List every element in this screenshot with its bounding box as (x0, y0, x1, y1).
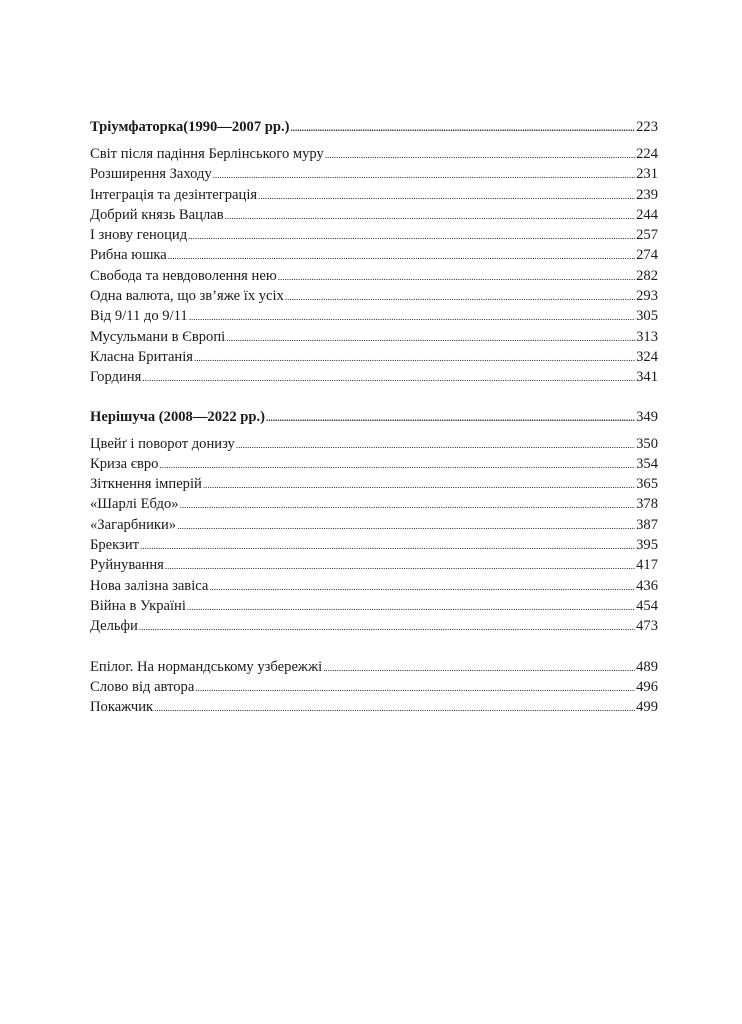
entry-page-number: 257 (636, 227, 658, 244)
entry-title: Рибна юшка (90, 247, 167, 264)
dot-leader (278, 266, 635, 287)
part-heading[interactable] (90, 116, 658, 138)
entry-title: «Загарбники» (90, 516, 177, 533)
entry-page-number: 274 (636, 247, 658, 264)
toc-entry[interactable] (90, 657, 658, 677)
toc-entry[interactable] (90, 245, 658, 265)
dot-leader (203, 474, 635, 495)
entry-page-number: 365 (636, 476, 658, 493)
entry-title: Гординя (90, 369, 142, 386)
entry-title: Свобода та невдоволення нею (90, 267, 277, 284)
entry-page-number: 244 (636, 206, 658, 223)
entry-title: Класна Британія (90, 348, 194, 365)
dot-leader (325, 144, 635, 165)
entry-title: Війна в Україні (90, 597, 186, 614)
dot-leader (195, 677, 635, 698)
entry-page-number: 378 (636, 496, 658, 513)
dot-leader (194, 347, 635, 368)
dot-leader (139, 616, 635, 637)
dot-leader (159, 454, 635, 475)
entry-title: Цвейґ і поворот донизу (90, 435, 235, 452)
toc-entry[interactable] (90, 266, 658, 286)
toc-entry[interactable] (90, 454, 658, 474)
dot-leader (180, 494, 636, 515)
part-page-number: 349 (636, 408, 658, 425)
toc-entry[interactable] (90, 474, 658, 494)
entry-page-number: 313 (636, 328, 658, 345)
entry-title: Руйнування (90, 557, 164, 574)
dot-leader (213, 164, 635, 185)
dot-leader (209, 576, 635, 597)
toc-entry[interactable] (90, 225, 658, 245)
dot-leader (323, 657, 635, 678)
toc-entry[interactable] (90, 535, 658, 555)
entry-page-number: 499 (636, 699, 658, 716)
entry-title: Слово від автора (90, 678, 195, 695)
toc-entry[interactable] (90, 697, 658, 717)
entry-title: Брекзит (90, 537, 140, 554)
entry-page-number: 231 (636, 166, 658, 183)
dot-leader (188, 225, 635, 246)
toc-entry[interactable] (90, 494, 658, 514)
entry-title: Дельфи (90, 618, 138, 635)
dot-leader (140, 535, 635, 556)
toc-entry[interactable] (90, 327, 658, 347)
entry-page-number: 341 (636, 369, 658, 386)
toc-entry[interactable] (90, 515, 658, 535)
entry-title: І знову геноцид (90, 227, 188, 244)
entry-title: Розширення Заходу (90, 166, 212, 183)
toc-entry[interactable] (90, 306, 658, 326)
entry-page-number: 354 (636, 455, 658, 472)
dot-leader (165, 555, 635, 576)
entry-page-number: 496 (636, 678, 658, 695)
table-of-contents (90, 116, 658, 717)
toc-entry[interactable] (90, 555, 658, 575)
entry-title: Зіткнення імперій (90, 476, 202, 493)
part-title: Нерішуча (2008—2022 рр.) (90, 408, 266, 425)
dot-leader (266, 406, 635, 429)
dot-leader (177, 515, 635, 536)
entry-page-number: 489 (636, 658, 658, 675)
entry-title: Світ після падіння Берлінського муру (90, 146, 324, 162)
entry-page-number: 282 (636, 267, 658, 284)
entry-page-number: 324 (636, 348, 658, 365)
toc-entry[interactable] (90, 596, 658, 616)
toc-entry[interactable] (90, 205, 658, 225)
entry-title: «Шарлі Ебдо» (90, 496, 179, 513)
toc-entry[interactable] (90, 164, 658, 184)
dot-leader (189, 306, 635, 327)
entry-page-number: 417 (636, 557, 658, 574)
dot-leader (285, 286, 635, 307)
entry-title: Мусульмани в Європі (90, 328, 226, 345)
toc-entry[interactable] (90, 616, 658, 636)
part-page-number: 223 (636, 119, 658, 135)
toc-entry[interactable] (90, 286, 658, 306)
entry-page-number: 454 (636, 597, 658, 614)
part-heading[interactable] (90, 406, 658, 428)
dot-leader (291, 116, 636, 139)
dot-leader (187, 596, 635, 617)
chapter-list (90, 144, 658, 388)
dot-leader (226, 327, 635, 348)
toc-entry[interactable] (90, 144, 658, 164)
entry-title: Нова залізна завіса (90, 577, 209, 594)
chapter-list (90, 434, 658, 637)
entry-page-number: 305 (636, 308, 658, 325)
entry-title: Криза євро (90, 455, 159, 472)
toc-entry[interactable] (90, 576, 658, 596)
toc-entry[interactable] (90, 367, 658, 387)
dot-leader (258, 185, 635, 206)
back-matter-list (90, 657, 658, 718)
entry-title: Інтеграція та дезінтеграція (90, 186, 258, 203)
entry-page-number: 224 (636, 146, 658, 162)
entry-title: Одна валюта, що зв’яже їх усіх (90, 288, 284, 305)
entry-page-number: 350 (636, 435, 658, 452)
entry-page-number: 293 (636, 288, 658, 305)
entry-page-number: 239 (636, 186, 658, 203)
dot-leader (168, 245, 635, 266)
dot-leader (225, 205, 636, 226)
dot-leader (154, 697, 635, 718)
dot-leader (142, 367, 635, 388)
toc-entry[interactable] (90, 677, 658, 697)
entry-title: Епілог. На нормандському узбережжі (90, 658, 323, 675)
entry-page-number: 473 (636, 618, 658, 635)
toc-entry[interactable] (90, 347, 658, 367)
entry-title: Добрий князь Вацлав (90, 206, 224, 223)
toc-entry[interactable] (90, 434, 658, 454)
entry-title: Від 9/11 до 9/11 (90, 308, 188, 325)
entry-title: Покажчик (90, 699, 154, 716)
entry-page-number: 395 (636, 537, 658, 554)
part-title: Тріумфаторка(1990—2007 рр.) (90, 119, 290, 135)
entry-page-number: 387 (636, 516, 658, 533)
entry-page-number: 436 (636, 577, 658, 594)
dot-leader (236, 434, 635, 455)
toc-entry[interactable] (90, 185, 658, 205)
